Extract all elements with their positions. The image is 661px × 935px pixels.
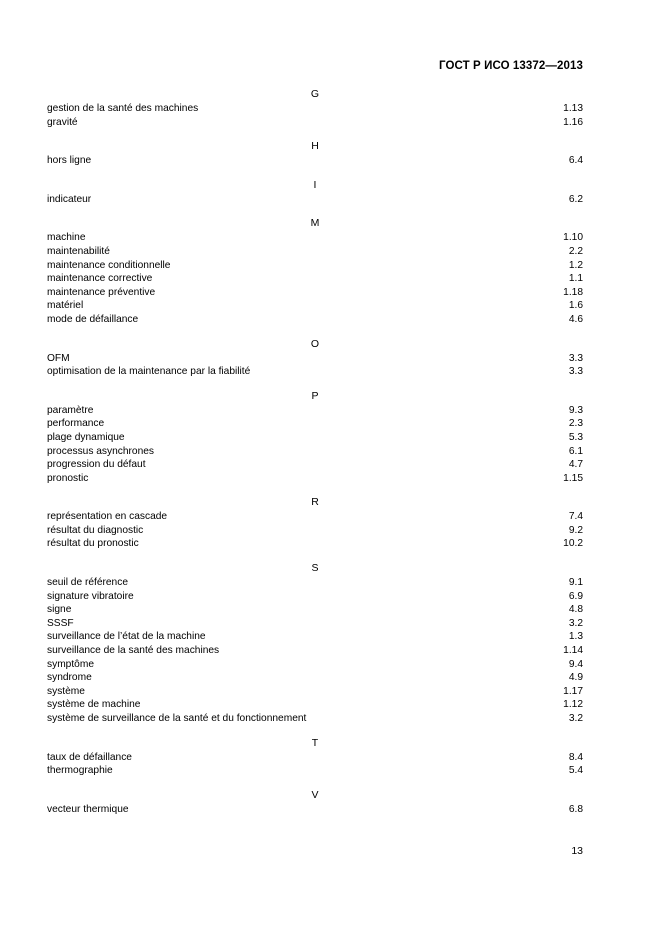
index-entry [47,630,583,644]
index-entry [47,299,583,313]
index-reference: 4.9 [568,672,583,684]
index-section-o [47,337,583,379]
index-section-p [47,389,583,486]
index-entry [47,245,583,259]
index-entry [47,698,583,712]
index-entry [47,365,583,379]
index-term: maintenance corrective [47,273,153,285]
index-entry [47,193,583,207]
document-header: ГОСТ Р ИСО 13372—2013 [438,60,583,72]
index-term: système de surveillance de la santé et du fonctionnement [47,713,307,724]
index-term: machine [47,232,86,244]
index-entry [47,286,583,300]
index-term: vecteur thermique [47,803,129,815]
index-entry [47,510,583,524]
index-term: résultat du diagnostic [47,524,144,536]
index-section-g [47,87,583,129]
index-entry [47,445,583,459]
index-section-s [47,561,583,726]
index-reference: 5.4 [568,765,583,777]
index-term: système [47,685,85,697]
index-entry [47,617,583,631]
index-term: progression du défaut [47,459,146,471]
index-term: SSSF [47,617,74,629]
index-reference: 10.2 [563,538,583,550]
index-reference: 1.12 [563,699,583,711]
index-term: surveillance de l’état de la machine [47,631,206,643]
index-section-m [47,216,583,326]
index-term: processus asynchrones [47,445,155,457]
index-entry [47,751,583,765]
index-term: matériel [47,300,84,312]
index-reference: 2.3 [568,418,583,430]
index-section-t [47,736,583,778]
index-entry [47,590,583,604]
index-term: OFM [47,352,70,364]
index-entry [47,671,583,685]
index-section-h [47,139,583,168]
index-reference: 1.13 [563,103,583,114]
index-reference: 1.15 [563,472,583,484]
index-reference: 1.10 [563,232,583,244]
section-letter: H [311,140,319,153]
index-reference: 4.7 [568,459,583,471]
page-number: 13 [571,845,583,857]
index-reference: 1.17 [563,685,583,697]
index-term: performance [47,418,105,430]
index-reference: 9.4 [568,658,583,670]
section-letter: I [313,178,317,191]
index-reference: 6.9 [568,590,583,602]
section-letter: O [310,337,320,350]
index-term: hors ligne [47,155,92,167]
index-reference: 4.8 [568,604,583,616]
index-entry [47,102,583,116]
index-entry [47,576,583,590]
section-letter: T [311,736,319,749]
index-entry [47,712,583,726]
index-term: surveillance de la santé des machines [47,645,220,657]
index-term: thermographie [47,765,113,777]
index-entry [47,644,583,658]
index-section-v [47,788,583,817]
index-term: syndrome [47,672,92,684]
index-reference: 3.3 [568,352,583,364]
index-reference: 5.3 [568,431,583,443]
index-term: indicateur [47,193,92,205]
index-term: signature vibratoire [47,590,134,602]
index-reference: 9.3 [568,404,583,416]
index-reference: 6.8 [568,803,583,815]
index-entry [47,524,583,538]
index-reference: 4.6 [568,313,583,325]
index-reference: 7.4 [568,511,583,523]
alphabetical-index [47,87,583,816]
section-letter: V [311,788,319,801]
index-reference: 6.2 [568,193,583,205]
index-entry [47,417,583,431]
index-entry [47,658,583,672]
index-entry [47,231,583,245]
section-letter: G [310,88,320,100]
index-entry [47,472,583,486]
index-reference: 6.4 [568,155,583,167]
index-entry [47,458,583,472]
index-entry [47,259,583,273]
index-entry [47,404,583,418]
index-reference: 1.18 [563,286,583,298]
index-term: représentation en cascade [47,511,168,523]
index-reference: 1.16 [563,116,583,128]
index-reference: 2.2 [568,245,583,257]
section-letter: R [311,496,319,509]
index-entry [47,685,583,699]
index-term: système de machine [47,699,141,711]
index-entry [47,116,583,130]
index-reference: 1.2 [568,259,583,271]
index-term: symptôme [47,658,94,670]
index-reference: 1.1 [568,273,583,285]
index-term: optimisation de la maintenance par la fiabilité [47,366,251,378]
index-reference: 6.1 [568,445,583,457]
index-reference: 1.3 [568,631,583,643]
index-reference: 1.14 [563,645,583,657]
index-term: mode de défaillance [47,313,139,325]
section-letter: S [311,562,319,575]
index-term: pronostic [47,472,89,484]
index-reference: 9.1 [568,577,583,589]
index-entry [47,431,583,445]
index-entry [47,537,583,551]
index-entry [47,352,583,366]
index-term: paramètre [47,404,94,416]
index-reference: 3.2 [568,617,583,629]
section-letter: M [310,217,320,230]
index-entry [47,313,583,327]
index-reference: 8.4 [568,751,583,763]
index-term: résultat du pronostic [47,538,139,550]
index-entry [47,603,583,617]
index-entry [47,764,583,778]
index-term: gravité [47,116,78,128]
index-section-i [47,178,583,207]
index-entry [47,154,583,168]
index-term: maintenance préventive [47,286,156,298]
index-reference: 1.6 [568,300,583,312]
index-section-r [47,495,583,551]
index-term: seuil de référence [47,577,128,589]
index-reference: 9.2 [568,524,583,536]
index-entry [47,803,583,817]
index-reference: 3.3 [568,366,583,378]
index-reference: 3.2 [568,713,583,724]
index-term: signe [47,604,72,616]
index-term: gestion de la santé des machines [47,103,199,114]
index-entry [47,272,583,286]
index-term: plage dynamique [47,431,125,443]
index-term: maintenance conditionnelle [47,259,171,271]
index-term: maintenabilité [47,245,110,257]
section-letter: P [311,389,319,402]
index-term: taux de défaillance [47,751,132,763]
